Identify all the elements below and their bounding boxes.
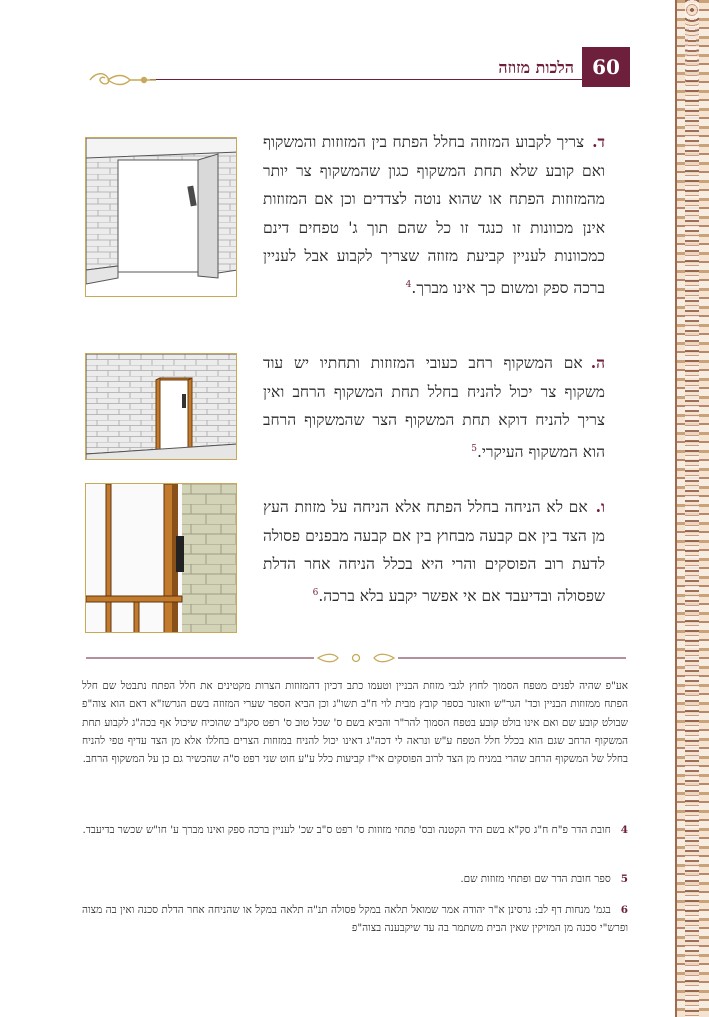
header-rule [150,79,582,80]
section-text: אם לא הניחה בחלל הפתח אלא הניחה על מזוזת העץ מן הצד בין אם קבעה מבחוץ בין אם קבעה מבפנים פסולה לדעת רוב הפוסקים והרי היא בכלל הניחה אחר הדלת שפסולה ובדיעבד אם אי אפשר יקבע בלא ברכה. [263,498,605,605]
page-number: 60 [582,47,630,87]
footnote-5 [82,870,628,888]
section-letter: ה. [590,353,605,372]
footnote-text: חובת הדר פ"ח ח"ג סק"א בשם היד הקטנה ובס' פתחי מזוזות ס' רפט ס"ב שכ' לעניין ברכה ספק ואינו מברך ע' חו"ש שכשר בדיעבד. [82,824,611,836]
decorative-border [675,0,709,1017]
section-divider [86,653,626,663]
footnote-number: 5 [620,873,628,885]
footnote-ref: 5 [471,443,477,454]
footnote-4 [82,821,628,839]
footnote-ref: 4 [405,279,412,290]
door-frame-figure-3 [85,483,237,633]
footnote-continuation: אע"פ שהיה לפנים מטפח הסמוך לחוץ לגבי מזוזת הבניין וטעמו כתב דכיון דהמזוזות הצרות מקטינים את חלל הפתח נתבטל שם חלל הפתח ממזוזות הבניין וכד' הגר"ש וואזנר בספר קובץ מבית לוי ח"ב תשו"ג וכן הביא הספר שערי המזוזה בשם הגרשז"א דאם הוא צוה"פ שבולט קובע שם ואם אינו בולט קובע בטפח הסמוך להר"ר והביא בשם ס' שכל טוב ס' רפט סקנ"ב שהוכיח שיכול אף בכה"ג לקבוע תחת המשקוף הרחב שגם הוא בכלל חלל הטפח ע"ש ונראה לי דכה"ג דאינו יכול להניח במזוזות הצרים בחללו אלא מן הצד עדיף טפי להניח בחלל של המשקוף הרחב שהרי במניח מן הצד לרוב הפוסקים אי"ז קביעות כלל ע"ע חוט שני רפט ס"ה שהכשיר גם כן על המשקוף הרחב. [82,680,628,766]
footnote-6 [82,901,628,938]
footnote-number: 4 [620,824,628,836]
footnote-number: 6 [620,904,628,916]
section-dalet [263,128,605,303]
footnote-ref: 6 [312,587,319,598]
section-text: אם המשקוף רחב כעובי המזוזות ותחתיו יש עוד משקוף צר יכול להניח בחלל תחת המשקוף הרחב ואין צריך להניח דוקא תחת המשקוף הצר שהמשקוף הרחב הוא המשקוף העיקרי. [263,354,605,461]
section-letter: ד. [592,132,605,151]
running-head: הלכות מזוזה [498,58,574,77]
section-vav [263,493,605,611]
doorway-figure-2 [85,353,237,460]
section-he [263,349,605,467]
section-text: צריך לקבוע המזוזה בחלל הפתח בין המזוזות והמשקוף ואם קובע שלא תחת המשקוף כגון שהמשקוף צר יותר מהמזוזות הפתח או שהוא נוטה לצדדים וכן אם המזוזות אינן מכוונות זו כנגד זו כל שהם תוך ג' טפחים דינם כמכוונות לעניין קביעת מזוזה שצריך לקבוע אבל לעניין ברכה ספק ומשום כך אינו מברך. [263,133,605,298]
doorway-figure-1 [85,137,237,297]
header-ornament-icon [86,70,158,90]
section-letter: ו. [595,497,605,516]
footnote-text: ספר חובת הדר שם ופתחי מזוזות שם. [460,873,611,885]
footnote-text: בגמ' מנחות דף לב: גרסינן א"ר יהודה אמר שמואל תלאה במקל פסולה תנ"ה תלאה במקל או שהניחה אחר הדלת סכנה ואין בה מצוה ופרש"י סכנה מן המזיקין שאין הבית משתמר בה עד שיקבענה בצוה"פ [82,904,628,935]
